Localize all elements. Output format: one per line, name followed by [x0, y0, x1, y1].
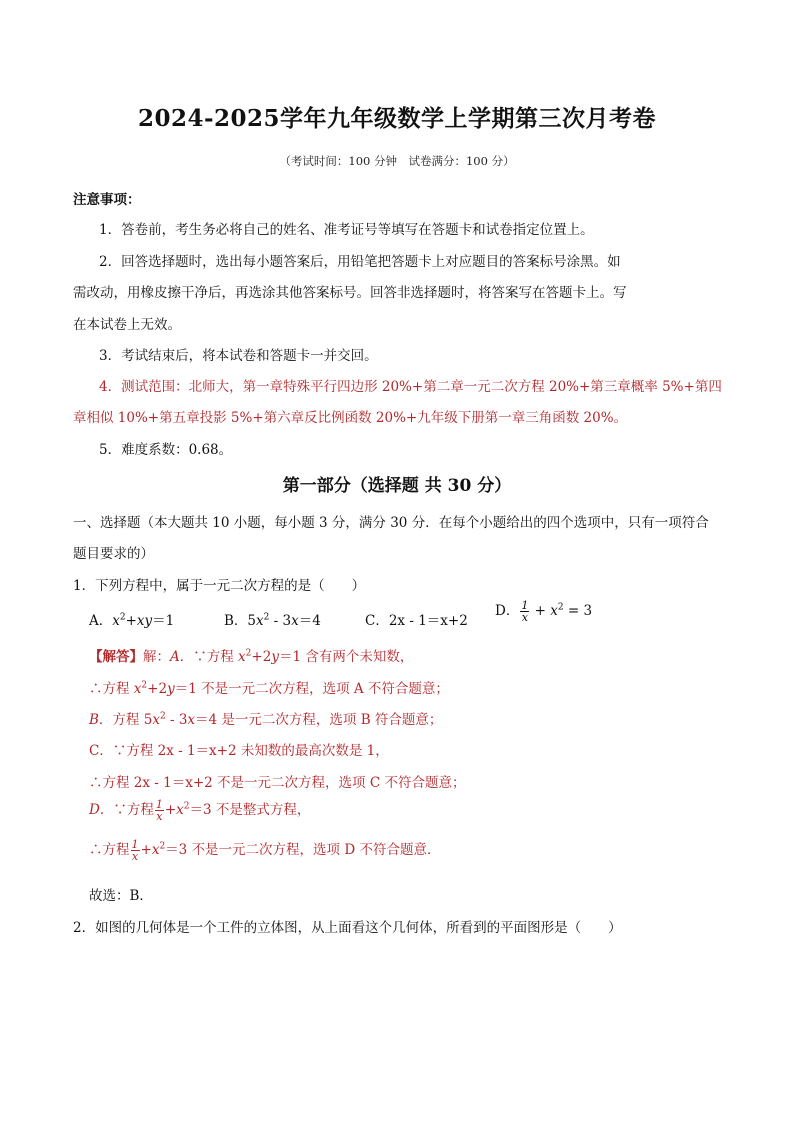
note-2-line-1: 2．回答选择题时，选出每小题答案后，用铅笔把答题卡上对应题目的答案标号涂黑。如 — [99, 254, 621, 270]
answer-d2-text: 不是一元二次方程，选项 D 不符合题意． — [191, 842, 441, 858]
answer-line-c1: C．∵方程 2x - 1＝x+2 未知数的最高次数是 1， — [89, 743, 389, 759]
note-1: 1．答卷前，考生务必将自己的姓名、准考证号等填写在答题卡和试卷指定位置上。 — [99, 222, 594, 238]
section-intro-line-1: 一、选择题（本大题共 10 小题，每小题 3 分，满分 30 分．在每个小题给出的四个选项中，只有一项符合 — [73, 515, 709, 531]
answer-line-d2: ∴方程 $\frac{1}{x}$ $+x^2=3$ 不是一元二次方程，选项 D 不符合题意． — [89, 838, 441, 863]
note-4-line-1: 4．测试范围：北师大，第一章特殊平行四边形 20%+第二章一元二次方程 20%+第三章概率 5%+第四 — [99, 379, 722, 395]
question-1-stem: 1．下列方程中，属于一元二次方程的是（ ） — [73, 578, 366, 594]
answer-line-a2: ∴方程 $x^2+2y=1$ 不是一元二次方程，选项 A 不符合题意； — [89, 680, 449, 697]
section-title: 第一部分（选择题 共 30 分） — [282, 476, 512, 496]
note-5: 5．难度系数：0.68。 — [99, 442, 233, 458]
answer-intro: 解： — [143, 649, 170, 665]
option-c — [365, 609, 468, 629]
answer-line-b: B．方程 $5x^2 - 3x=4$ 是一元二次方程，选项 B 符合题意； — [89, 711, 443, 728]
option-c-text: 2x - 1＝x+2 — [388, 613, 468, 629]
note-3: 3．考试结束后，将本试卷和答题卡一并交回。 — [99, 348, 378, 364]
option-a: A．$x^2+xy=1$ — [89, 612, 175, 629]
exam-info: （考试时间：100 分钟 试卷满分：100 分） — [279, 154, 515, 168]
notes-heading: 注意事项： — [73, 192, 141, 208]
answer-conclusion: 故选：B． — [89, 888, 153, 904]
option-a-label: A． — [89, 613, 113, 629]
option-b-label: B． — [224, 613, 248, 629]
question-2-stem: 2．如图的几何体是一个工件的立体图，从上面看这个几何体，所看到的平面图形是（ ） — [73, 920, 622, 936]
answer-d1-text: 不是整式方程， — [215, 802, 311, 818]
note-2-line-3: 在本试卷上无效。 — [73, 317, 181, 333]
note-2-line-2: 需改动，用橡皮擦干净后，再选涂其他答案标号。回答非选择题时，将答案写在答题卡上。写 — [73, 285, 627, 301]
answer-line-d1: D．∵方程 $\frac{1}{x}$ $+x^2=3$ 不是整式方程， — [89, 798, 311, 823]
option-b: B．$5x^2 - 3x=4$ — [224, 612, 321, 629]
option-c-label: C． — [365, 613, 389, 629]
answer-tag: 【解答】 — [89, 649, 143, 665]
answer-b-text: 是一元二次方程，选项 B 符合题意； — [221, 712, 443, 728]
note-4-line-2: 章相似 10%+第五章投影 5%+第六章反比例函数 20%+九年级下册第一章三角函数 20%。 — [73, 410, 628, 426]
answer-line-c2: ∴方程 2x - 1＝x+2 不是一元二次方程，选项 C 不符合题意； — [89, 775, 466, 791]
page-title: 2024-2025学年九年级数学上学期第三次月考卷 — [137, 105, 657, 132]
option-d-label: D． — [495, 603, 520, 619]
option-d: D． $\frac{1}{x}$ + $x^2 = 3$ — [495, 599, 593, 624]
section-intro-line-2: 题目要求的） — [73, 546, 154, 562]
answer-a2-text: 不是一元二次方程，选项 A 不符合题意； — [201, 681, 449, 697]
answer-a1-text: 含有两个未知数， — [305, 649, 414, 665]
answer-line-a1: 【解答】解：A．∵方程 $x^2+2y=1$ 含有两个未知数， — [89, 648, 414, 665]
